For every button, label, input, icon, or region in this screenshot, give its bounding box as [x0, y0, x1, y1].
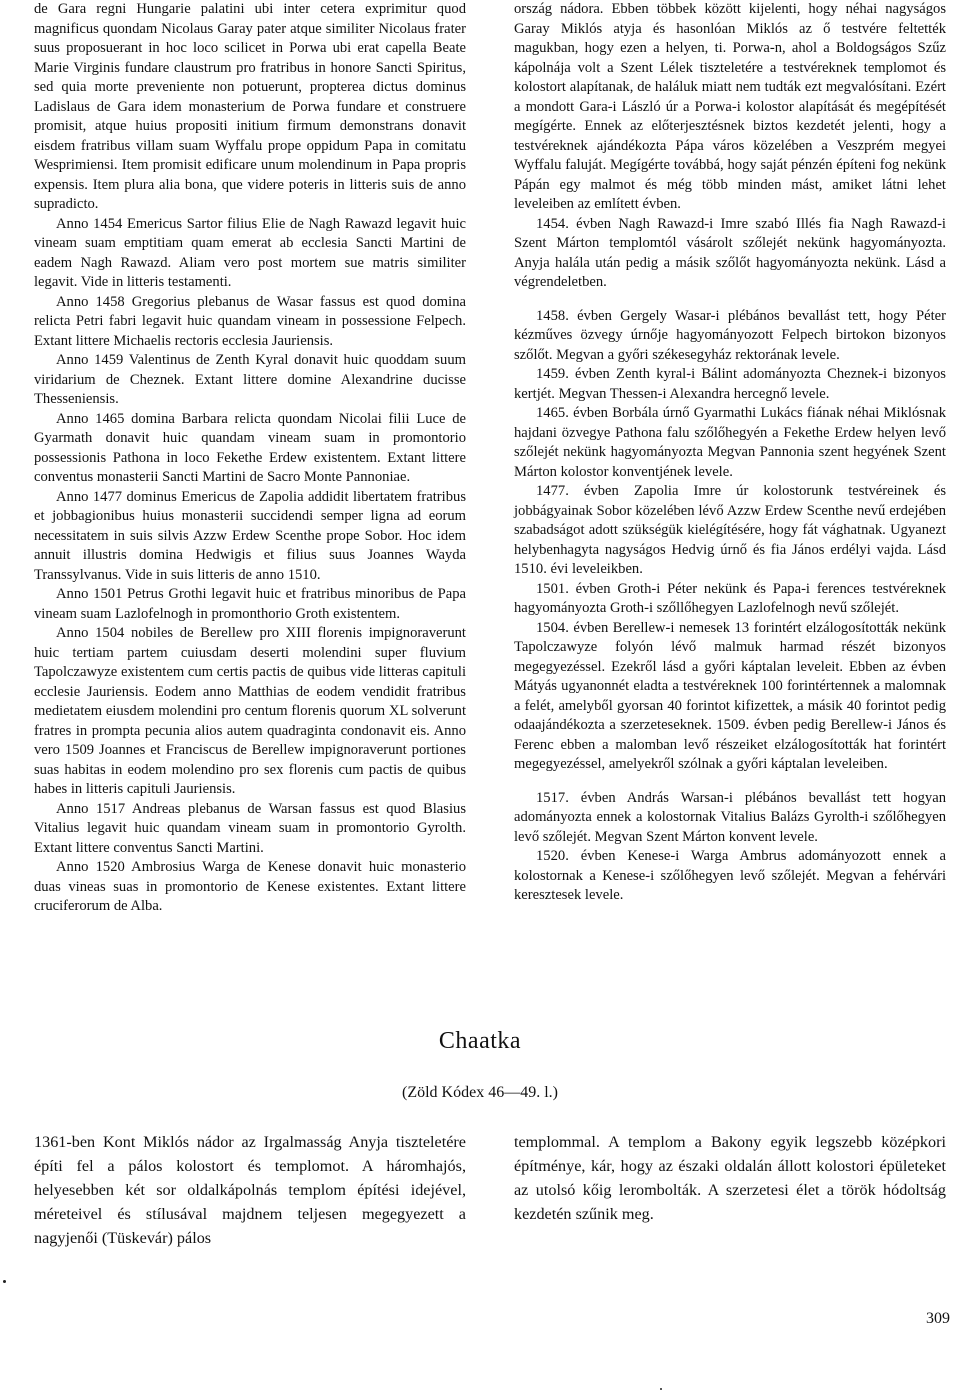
print-speck	[660, 1388, 662, 1390]
latin-paragraph: Anno 1504 nobiles de Berellew pro XIII florenis impignoraverunt huic tertiam partem cuiusdam deserti molendini super fluvium Tapolczawyze existentem cum certis pactis de quibus vide litteras capituli ecclesie Jauriensis. Eodem anno Matthias de eodem vendidit fratribus medietatem eiusdem molendini pro centum florenis quorum XL solverunt fratres in prompta pecunia alios autem quadraginta condonavit eis. Anno vero 1509 Joannes et Franciscus de Berellew impignoraverunt portiones suas habitas in eodem molendino pro sex florenis cum pactis de quibus habes in litteris capituli Jauriensis.	[34, 625, 466, 797]
latin-paragraph: Anno 1454 Emericus Sartor filius Elie de Nagh Rawazd legavit huic vineam suam emptitiam quam emerat ab ecclesia Sancti Martini de eadem Nagh Rawazd. Aliam vero post mortem sue matris similiter legavit. Vide in litteris testamenti.	[34, 215, 466, 290]
section-title: Chaatka	[438, 1028, 522, 1054]
latin-paragraph: Anno 1477 dominus Emericus de Zapolia addidit libertatem fratribus et jobbagionibus huius monasterii succidendi semper ligna ad eorum necessitatem in suis silvis Azzw Erdew Scenthe prope Sobor. Hoc idem annuit illustris domina Hedwigis et filius suus Joannes Wayda Transsylvanus. Vide in suis litteris de anno 1510.	[34, 488, 466, 583]
hungarian-paragraph: 1454. évben Nagh Rawazd-i Imre szabó Illés fia Nagh Rawazd-i Szent Márton templomtól vásárolt szőlejét nekünk hagyományozta. Anyja halála után pedig a másik szőlőt hagyományozta nekünk. Lásd a végrendeletben.	[514, 215, 946, 290]
hungarian-column	[514, 0, 946, 906]
hungarian-paragraph: 1465. évben Borbála úrnő Gyarmathi Lukács fiának néhai Miklósnak hajdani özvegye Pathona falu szőlőhegyén a Fekethe Erdew helyen levő szőlejét nekünk hagyományozta Megvan Pannonia szent hegyének Szent Márton kolostor konventjének levele.	[514, 405, 946, 480]
hungarian-paragraph: 1477. évben Zapolia Imre úr kolostorunk testvéreinek és jobbágyainak Sobor közelében lévő Azzw Erdew Scenthe nevű erdejében szabadságot adott szükségük kielégítésére, hogy fát vághatnak. Ugyanezt helybenhagyta nagyságos Hedvig úrnő és fia János erdélyi vajda. Lásd 1510. évi leveleikben.	[514, 483, 946, 577]
print-speck	[3, 1280, 6, 1283]
hungarian-paragraph: ország nádora. Ebben többek között kijelenti, hogy néhai nagyságos Garay Miklós atyja és hasonlóan Miklós az ő testvére feltették magukban, hogy ezen a helyen, ti. Porwa-n, ahol a Boldogságos Szűz kápolnája volt a Szent Lélek tiszteletére a testvéreknek templomot és kolostort alapítanak, de haláluk miatt nem tudták ezt megvalósítani. Ezért a mondott Gara-i László úr a Porwa-i kolostor alapítását és megépítését megígérte. Ennek az előterjesztésnek biztos kezdetét jelenti, hogy a testvéreknek ajándékozta Pápa város közelében a Veszprém megyei Wyffalu faluját. Megígérte továbbá, hogy saját pénzén építeni fog nekünk Pápán egy malmot és még több minden mást, amiket látni lehet leveleiben az említett évben.	[514, 1, 946, 212]
latin-paragraph: Anno 1459 Valentinus de Zenth Kyral donavit huic quoddam suum viridarium de Cheznek. Extant littere domine Alexandrine ducisse Thesseniensis.	[34, 352, 466, 407]
latin-column	[34, 0, 466, 917]
latin-paragraph: Anno 1465 domina Barbara relicta quondam Nicolai filii Luce de Gyarmath donavit huic quandam vineam suam in promontorio possessionis Pathona in loco Fekethe Erdew existentem. Extant littere conventus monasterii Sancti Martini de Sacro Monte Pannoniae.	[34, 410, 466, 485]
hungarian-paragraph: 1501. évben Groth-i Péter nekünk és Papa-i ferences testvéreknek hagyományozta Groth-i szőllőhegyen Lazlofelnogh nevű szőlejét.	[514, 580, 946, 616]
intro-left-paragraph: 1361-ben Kont Miklós nádor az Irgalmasság Anyja tiszteletére építi fel a pálos kolostort és templomot. A háromhajós, helyesebben két sor oldalkápolnás templom építési idejével, méreteivel és stílusával majdnem teljesen megegyezett a nagyjenői (Tüskevár) pálos	[34, 1133, 466, 1247]
intro-left-column	[34, 1130, 466, 1250]
latin-paragraph: Anno 1501 Petrus Grothi legavit huic et fratribus minoribus de Papa vineam suam Lazlofelnogh in promonthorio Groth existentem.	[34, 586, 466, 622]
hungarian-paragraph: 1504. évben Berellew-i nemesek 13 forintért elzálogosították nekünk Tapolczawyze folyón lévő malmuk harmad részét bizonyos megegyezéssel. Ezekről lásd a győri káptalan leveleit. Ebben az évben Mátyás ugyanonnét eladta a testvéreknek 100 forintértennek a malomnak a felét, amelyből gyorsan 40 forintot kifizettek, a másik 40 forintot pedig odaajándékozta a szerzeteseknek. 1509. évben pedig Berellew-i János és Ferenc ebben a malomban levő részeiket elzálogosították hat forintért megegyezéssel, amelyekről szólnak a győri káptalan leveleiben.	[514, 619, 946, 772]
latin-paragraph: de Gara regni Hungarie palatini ubi inter cetera exprimitur quod magnificus quondam Nicolaus Garay pater atque similiter Nicolaus frater suus proposuerant in hoc loco scilicet in Porwa ubi erat capella Beate Marie Virginis fundare claustrum pro fratribus in honore Sancti Spiritus, sed quia morte preveniente non potuerunt, propterea dictus dominus Ladislaus de Gara idem monasterium de Porwa fundare et construere promisit, atque huius propositi initium firmum demonstrans donavit eisdem fratribus villam suam Wyffalu prope oppidum Papa in comitatu Wesprimiensi. Item promisit edificare unum molendinum in Papa propris expensis. Item plura alia bona, que videre poteris in litteris suis de anno supradicto.	[34, 1, 466, 212]
latin-paragraph: Anno 1520 Ambrosius Warga de Kenese donavit huic monasterio duas vineas suas in promontorio de Kenese existentes. Extant littere cruciferorum de Alba.	[34, 859, 466, 914]
section-subtitle: (Zöld Kódex 46—49. l.)	[402, 1084, 558, 1101]
intro-right-column	[514, 1130, 946, 1226]
latin-paragraph: Anno 1517 Andreas plebanus de Warsan fassus est quod Blasius Vitalius legavit huic quandam vineam suam in promontorio Gyrolth. Extant littere conventus Sancti Martini.	[34, 800, 466, 856]
latin-paragraph: Anno 1458 Gregorius plebanus de Wasar fassus est quod domina relicta Petri fabri legavit huic quandam vineam in possessione Felpech. Extant littere Michaelis rectoris ecclesia Jauriensis.	[34, 293, 466, 349]
hungarian-paragraph: 1517. évben András Warsan-i plébános bevallást tett hogyan adományozta ennek a kolostornak Vitalius Balázs Gyrolth-i szőlőhegyen levő szőlejét. Megvan Szent Márton konvent levele.	[514, 789, 946, 845]
intro-right-paragraph: templommal. A templom a Bakony egyik legszebb középkori építménye, kár, hogy az északi oldalán állott kolostori épületeket az utolsó kőig lerombolták. A szerzetesi élet a török hódoltság kezdetén szűnik meg.	[514, 1133, 946, 1223]
hungarian-paragraph: 1458. évben Gergely Wasar-i plébános bevallást tett, hogy Péter kézműves özvegy úrnője hagyományozott Felpech birtokon bizonyos szőlőt. Megvan a győri székesegyház rektorának levele.	[514, 307, 946, 363]
hungarian-paragraph: 1459. évben Zenth kyral-i Bálint adományozta Cheznek-i bizonyos kertjét. Megvan Thessen-i Alexandra hercegnő levele.	[514, 366, 946, 402]
hungarian-paragraph: 1520. évben Kenese-i Warga Ambrus adományozott ennek a kolostornak a Kenese-i szőlőhegyen levő szőlejét. Megvan a fehérvári keresztesek levele.	[514, 848, 946, 903]
page-number: 309	[926, 1310, 950, 1327]
